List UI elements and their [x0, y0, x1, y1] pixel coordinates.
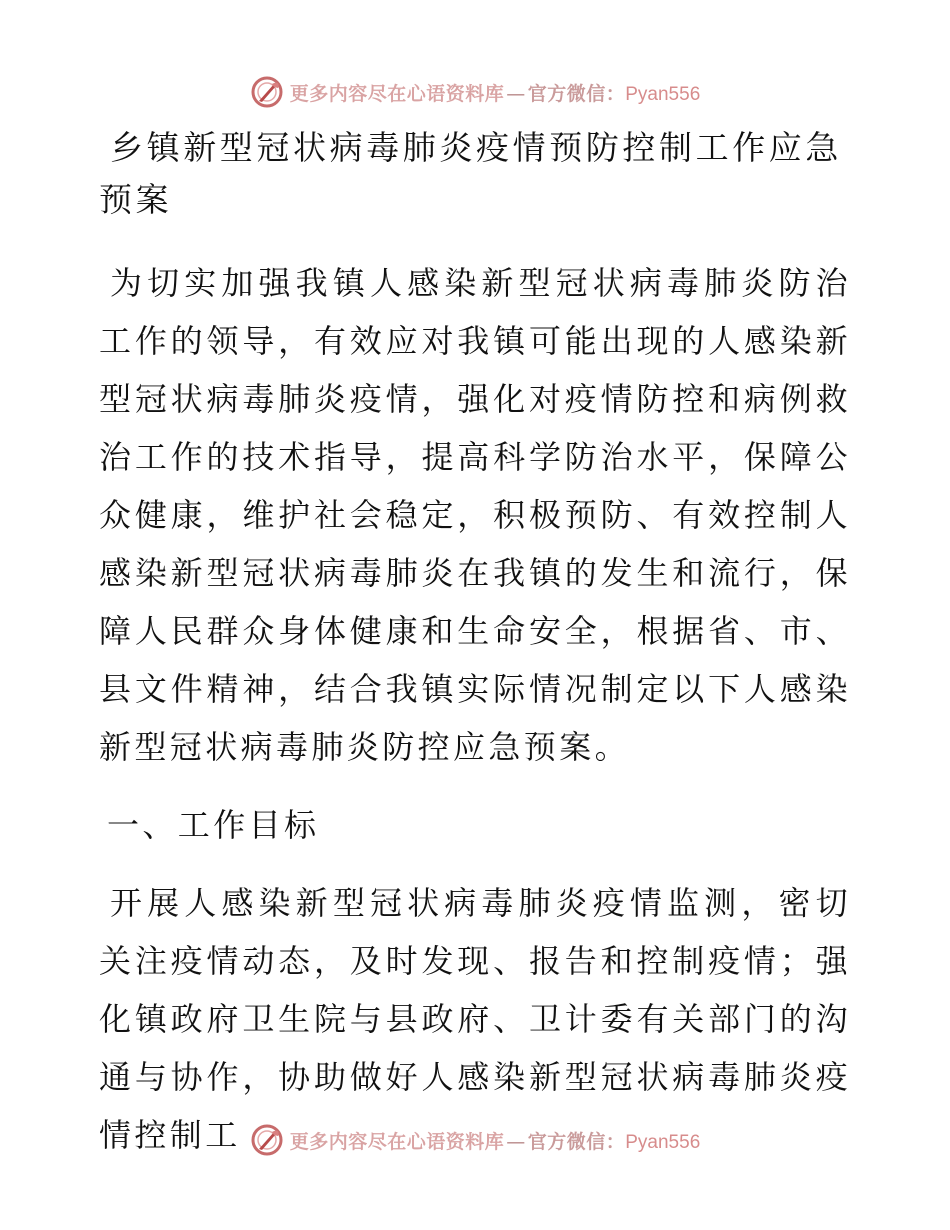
watermark-banner-bottom [0, 1118, 950, 1162]
watermark-handle: Pyan556 [625, 1131, 701, 1153]
document-body [99, 122, 851, 1164]
watermark-banner-top [0, 70, 950, 114]
feather-quill-logo-icon [250, 1123, 284, 1157]
watermark-separator: — [506, 82, 526, 105]
watermark-brand: 更多内容尽在心语资料库 [289, 1130, 505, 1153]
document-title: 乡镇新型冠状病毒肺炎疫情预防控制工作应急预案 [99, 128, 842, 219]
watermark-wechat-label: 官方微信： [527, 82, 626, 105]
watermark-text [290, 79, 701, 106]
feather-quill-logo-icon [250, 75, 284, 109]
watermark-brand: 更多内容尽在心语资料库 [289, 82, 505, 105]
watermark-separator: — [506, 1130, 526, 1153]
watermark-wechat-label: 官方微信： [527, 1130, 626, 1153]
section-heading-work-goals: 一、工作目标 [107, 806, 320, 844]
section-paragraph-work-goals: 开展人感染新型冠状病毒肺炎疫情监测，密切关注疫情动态，及时发现、报告和控制疫情；强化镇政府卫生院与县政府、卫计委有关部门的沟通与协作，协助做好人感染新型冠状病毒肺炎疫情控制工 [99, 884, 851, 1154]
intro-paragraph: 为切实加强我镇人感染新型冠状病毒肺炎防治工作的领导，有效应对我镇可能出现的人感染新型冠状病毒肺炎疫情，强化对疫情防控和病例救治工作的技术指导，提高科学防治水平，保障公众健康，维护社会稳定，积极预防、有效控制人感染新型冠状病毒肺炎在我镇的发生和流行，保障人民群众身体健康和生命安全，根据省、市、县文件精神，结合我镇实际情况制定以下人感染新型冠状病毒肺炎防控应急预案。 [99, 264, 851, 766]
watermark-handle: Pyan556 [625, 83, 701, 105]
watermark-text [290, 1127, 701, 1154]
